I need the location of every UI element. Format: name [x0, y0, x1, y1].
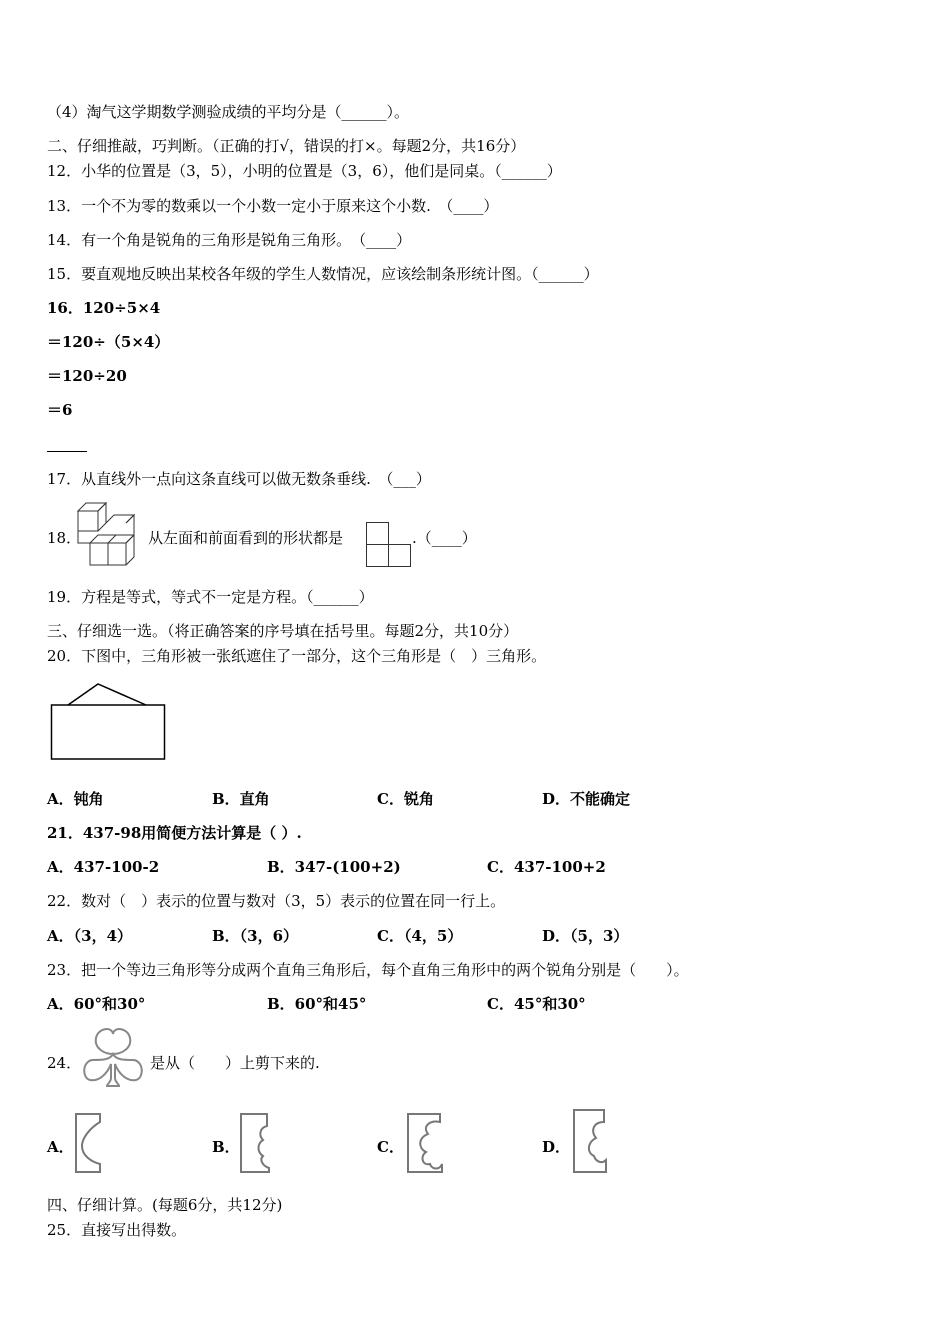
- q21-option-b: B．347-(100+2): [267, 858, 401, 876]
- q23-stem: 23．把一个等边三角形等分成两个直角三角形后，每个直角三角形中的两个锐角分别是（ ）。: [47, 961, 689, 979]
- q16-line3: ＝120÷20: [47, 367, 127, 385]
- q12: 12．小华的位置是（3，5），小明的位置是（3，6），他们是同桌。（______）: [47, 162, 562, 180]
- q22-option-a: A．（3，4）: [47, 927, 133, 945]
- q24-option-a-figure: [74, 1112, 110, 1174]
- section2-title: 二、仔细推敲，巧判断。（正确的打√，错误的打×。每题2分，共16分）: [47, 137, 526, 155]
- q18-text: 从左面和前面看到的形状都是: [148, 529, 344, 547]
- q14: 14．有一个角是锐角的三角形是锐角三角形。 （____）: [47, 231, 412, 249]
- q18-tail: .（____）: [412, 529, 477, 547]
- q16-answer-blank: [47, 451, 87, 452]
- q18-number: 18．: [47, 529, 82, 547]
- q16-line1: 16．120÷5×4: [47, 299, 161, 317]
- q22-option-d: D．（5，3）: [542, 927, 629, 945]
- q20-option-c: C．锐角: [377, 790, 434, 808]
- view-shape-figure: [366, 522, 412, 568]
- q16-line2: ＝120÷（5×4）: [47, 333, 170, 351]
- q24-text: 是从（ ）上剪下来的.: [150, 1054, 320, 1072]
- q24-option-c-figure: [406, 1112, 446, 1174]
- q25: 25．直接写出得数。: [47, 1221, 187, 1239]
- q22-stem: 22．数对（ ）表示的位置与数对（3，5）表示的位置在同一行上。: [47, 892, 506, 910]
- q21-option-a: A．437-100-2: [47, 858, 160, 876]
- section3-title: 三、仔细选一选。（将正确答案的序号填在括号里。每题2分，共10分）: [47, 622, 519, 640]
- q21-stem: 21．437-98用简便方法计算是（ ）.: [47, 824, 302, 842]
- q22-option-b: B．（3，6）: [212, 927, 299, 945]
- q17: 17．从直线外一点向这条直线可以做无数条垂线. （___）: [47, 470, 431, 488]
- q24-option-d-figure: [572, 1108, 612, 1174]
- q20-option-d: D．不能确定: [542, 790, 631, 808]
- section4-title: 四、仔细计算。(每题6分，共12分): [47, 1196, 283, 1214]
- q23-option-a: A．60°和30°: [47, 995, 146, 1013]
- q24-option-c: C．: [377, 1138, 404, 1156]
- q13: 13．一个不为零的数乘以一个小数一定小于原来这个小数. （____）: [47, 197, 499, 215]
- q24-option-a: A．: [47, 1138, 74, 1156]
- q23-option-c: C．45°和30°: [487, 995, 586, 1013]
- clover-shape-figure: [80, 1024, 146, 1088]
- q24-number: 24．: [47, 1054, 82, 1072]
- q19: 19．方程是等式，等式不一定是方程。（______）: [47, 588, 374, 606]
- q24-option-b-figure: [239, 1112, 275, 1174]
- q20-option-b: B．直角: [212, 790, 270, 808]
- q20-stem: 20．下图中，三角形被一张纸遮住了一部分，这个三角形是（ ）三角形。: [47, 647, 547, 665]
- q20-option-a: A．钝角: [47, 790, 104, 808]
- q24-option-d: D．: [542, 1138, 571, 1156]
- q24-option-b: B．: [212, 1138, 240, 1156]
- q16-line4: ＝6: [47, 401, 73, 419]
- q23-option-b: B．60°和45°: [267, 995, 367, 1013]
- covered-triangle-figure: [50, 682, 168, 762]
- q15: 15．要直观地反映出某校各年级的学生人数情况，应该绘制条形统计图。（______）: [47, 265, 599, 283]
- q11-part4: （4）淘气这学期数学测验成绩的平均分是（______）。: [47, 103, 410, 121]
- cube-stack-figure: [76, 498, 148, 570]
- q22-option-c: C．（4，5）: [377, 927, 463, 945]
- q21-option-c: C．437-100+2: [487, 858, 606, 876]
